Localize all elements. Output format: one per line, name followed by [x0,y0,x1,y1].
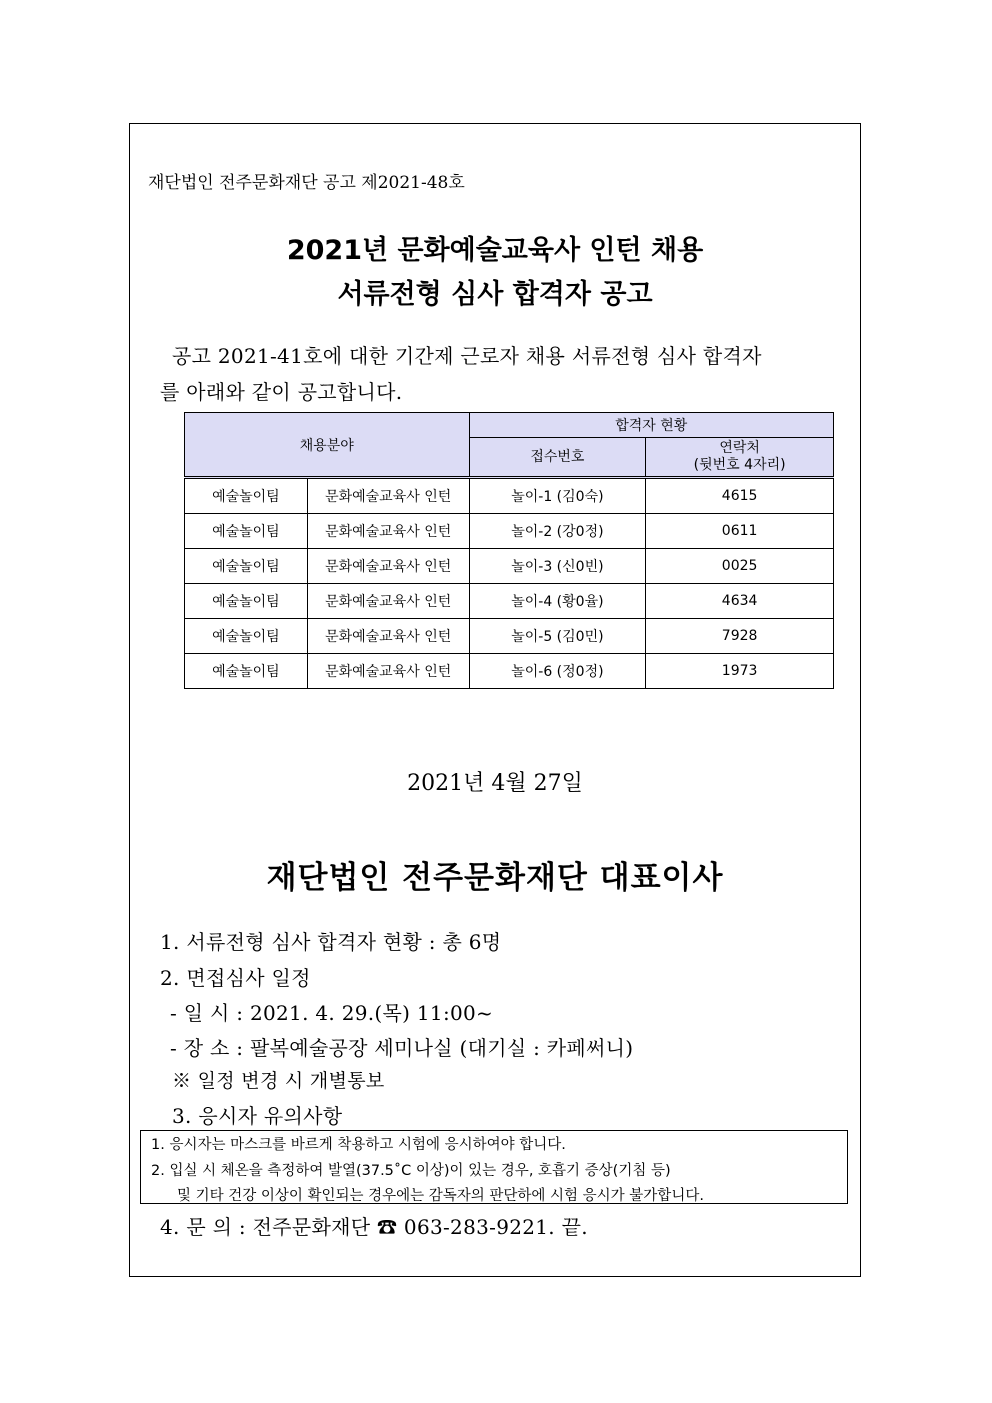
cell-receipt: 놀이-4 (황0율) [469,584,646,619]
caution-line-1: 1. 응시자는 마스크를 바르게 착용하고 시험에 응시하여야 합니다. [151,1137,566,1153]
cell-position: 문화예술교육사 인턴 [307,549,469,584]
caution-line-3: 및 기타 건강 이상이 확인되는 경우에는 감독자의 판단하에 시험 응시가 불가합니다. [177,1188,704,1204]
notice-number: 재단법인 전주문화재단 공고 제2021-48호 [148,173,465,193]
table-row [185,619,834,654]
cell-team: 예술놀이팀 [185,654,308,689]
schedule-time: - 일 시 : 2021. 4. 29.(목) 11:00~ [170,1001,494,1025]
cell-receipt: 놀이-1 (김0숙) [469,478,646,514]
cell-receipt: 놀이-6 (정0정) [469,654,646,689]
cell-team: 예술놀이팀 [185,584,308,619]
item-4-contact: 4. 문 의 : 전주문화재단 ☎ 063-283-9221. 끝. [160,1215,588,1239]
table-row [185,654,834,689]
cell-team: 예술놀이팀 [185,619,308,654]
intro-line-1: 공고 2021-41호에 대한 기간제 근로자 채용 서류전형 심사 합격자 [172,344,762,368]
table-row [185,584,834,619]
result-table [184,412,834,689]
cell-receipt: 놀이-5 (김0민) [469,619,646,654]
schedule-place: - 장 소 : 팔복예술공장 세미나실 (대기실 : 카페써니) [170,1036,634,1060]
cell-position: 문화예술교육사 인턴 [307,619,469,654]
cell-team: 예술놀이팀 [185,514,308,549]
cell-contact: 1973 [646,654,834,689]
table-row [185,514,834,549]
item-3-cautions: 3. 응시자 유의사항 [172,1104,343,1128]
cell-team: 예술놀이팀 [185,478,308,514]
caution-box [140,1130,848,1204]
cell-contact: 0025 [646,549,834,584]
schedule-note: ※ 일정 변경 시 개별통보 [172,1070,385,1092]
item-2-interview-schedule: 2. 면접심사 일정 [160,966,311,990]
cell-position: 문화예술교육사 인턴 [307,654,469,689]
header-contact-line2: (뒷번호 4자리) [693,457,786,473]
cell-contact: 0611 [646,514,834,549]
cell-position: 문화예술교육사 인턴 [307,514,469,549]
intro-line-2: 를 아래와 같이 공고합니다. [160,380,403,404]
notice-date: 2021년 4월 27일 [407,771,583,796]
header-status: 합격자 현황 [469,413,833,438]
cell-position: 문화예술교육사 인턴 [307,478,469,514]
representative: 재단법인 전주문화재단 대표이사 [266,860,724,896]
cell-contact: 7928 [646,619,834,654]
cell-contact: 4634 [646,584,834,619]
caution-line-2: 2. 입실 시 체온을 측정하여 발열(37.5˚C 이상)이 있는 경우, 호흡기 증상(기침 등) [151,1163,671,1179]
table-row [185,549,834,584]
cell-team: 예술놀이팀 [185,549,308,584]
item-1-result-count: 1. 서류전형 심사 합격자 현황 : 총 6명 [160,930,502,954]
header-contact [646,438,834,478]
title-line-1: 2021년 문화예술교육사 인턴 채용 [286,235,704,266]
header-field: 채용분야 [185,413,470,478]
cell-position: 문화예술교육사 인턴 [307,584,469,619]
cell-receipt: 놀이-2 (강0정) [469,514,646,549]
header-contact-line1: 연락처 [719,440,760,456]
title-line-2: 서류전형 심사 합격자 공고 [337,279,653,310]
table-row [185,478,834,514]
cell-receipt: 놀이-3 (신0빈) [469,549,646,584]
header-receipt: 접수번호 [469,438,646,478]
cell-contact: 4615 [646,478,834,514]
